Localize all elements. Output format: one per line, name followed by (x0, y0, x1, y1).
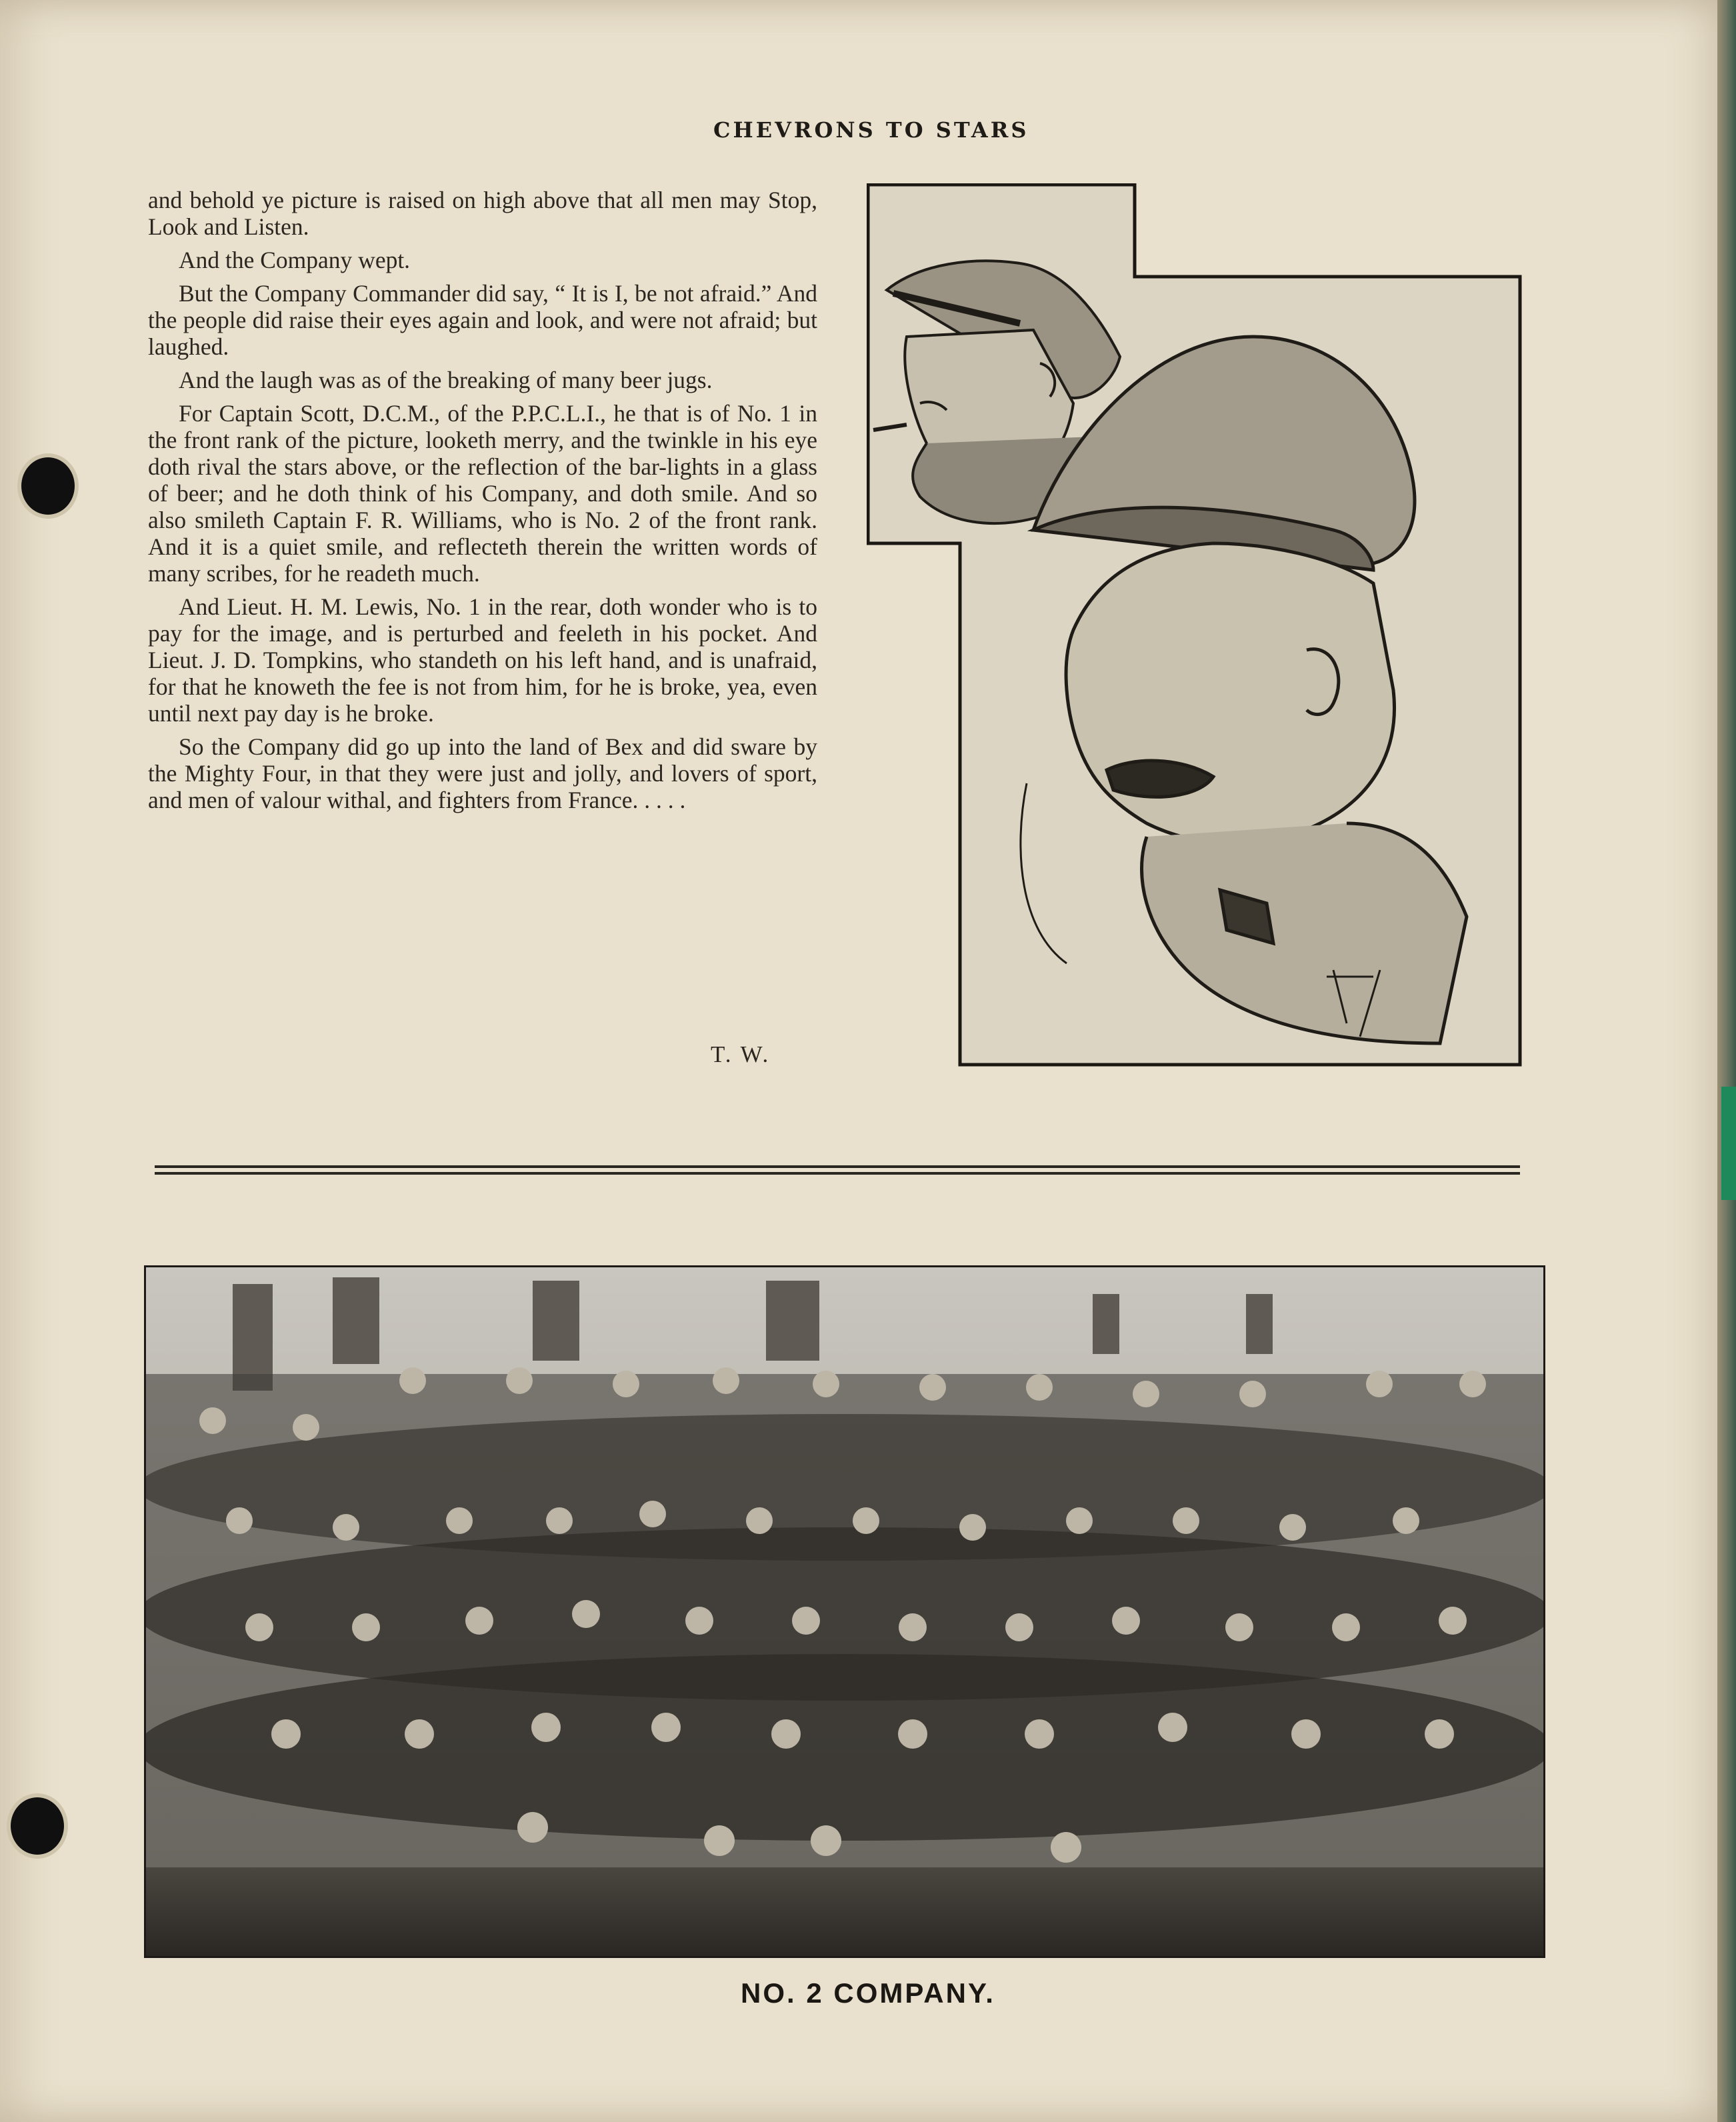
article-signature: T. W. (711, 1041, 771, 1067)
divider-rule-bottom (155, 1172, 1520, 1175)
group-photo-icon (146, 1267, 1543, 1956)
punch-hole-bottom (11, 1797, 64, 1855)
photo-caption: NO. 2 COMPANY. (741, 1977, 995, 2009)
punch-hole-top (21, 457, 75, 515)
group-photograph (144, 1265, 1545, 1958)
article-paragraph: But the Company Commander did say, “ It is I, be not afraid.” And the people did raise their eyes again and look, and were not afraid; but laughed. (148, 280, 817, 360)
article-paragraph: and behold ye picture is raised on high above that all men may Stop, Look and Listen. (148, 187, 817, 240)
article-paragraph: And the Company wept. (179, 247, 411, 273)
article-paragraph: So the Company did go up into the land of Bex and did sware by the Mighty Four, in that they were just and jolly, and lovers of sport, and men of valour withal, and fighters from France. . . . . (148, 733, 817, 813)
page-edge (1717, 0, 1736, 2122)
divider-rule-top (155, 1165, 1520, 1168)
article-paragraph: And Lieut. H. M. Lewis, No. 1 in the rear, doth wonder who is to pay for the image, and is perturbed and feeleth in his pocket. And Lieut. J. D. Tompkins, who standeth on his left hand, and is unafraid, for that he knoweth the fee is not from him, for he is broke, yea, even until next pay day is he broke. (148, 593, 817, 727)
article-paragraph: For Captain Scott, D.C.M., of the P.P.C.L.I., he that is of No. 1 in the front rank of the picture, looketh merry, and the twinkle in his eye doth rival the stars above, or the reflection of the bar-lights in a glass of beer; and he doth think of his Company, and doth smile. And so also smileth Captain F. R. Williams, who is No. 2 of the front rank. And it is a quiet smile, and reflecteth therein the written words of many scribes, for he readeth much. (148, 400, 817, 587)
article-paragraph: And the laugh was as of the breaking of many beer jugs. (179, 367, 713, 393)
article-body (148, 187, 817, 820)
caricature-two-officers-icon (867, 183, 1527, 1068)
running-title: CHEVRONS TO STARS (713, 117, 1029, 143)
binding-tab (1721, 1087, 1736, 1200)
